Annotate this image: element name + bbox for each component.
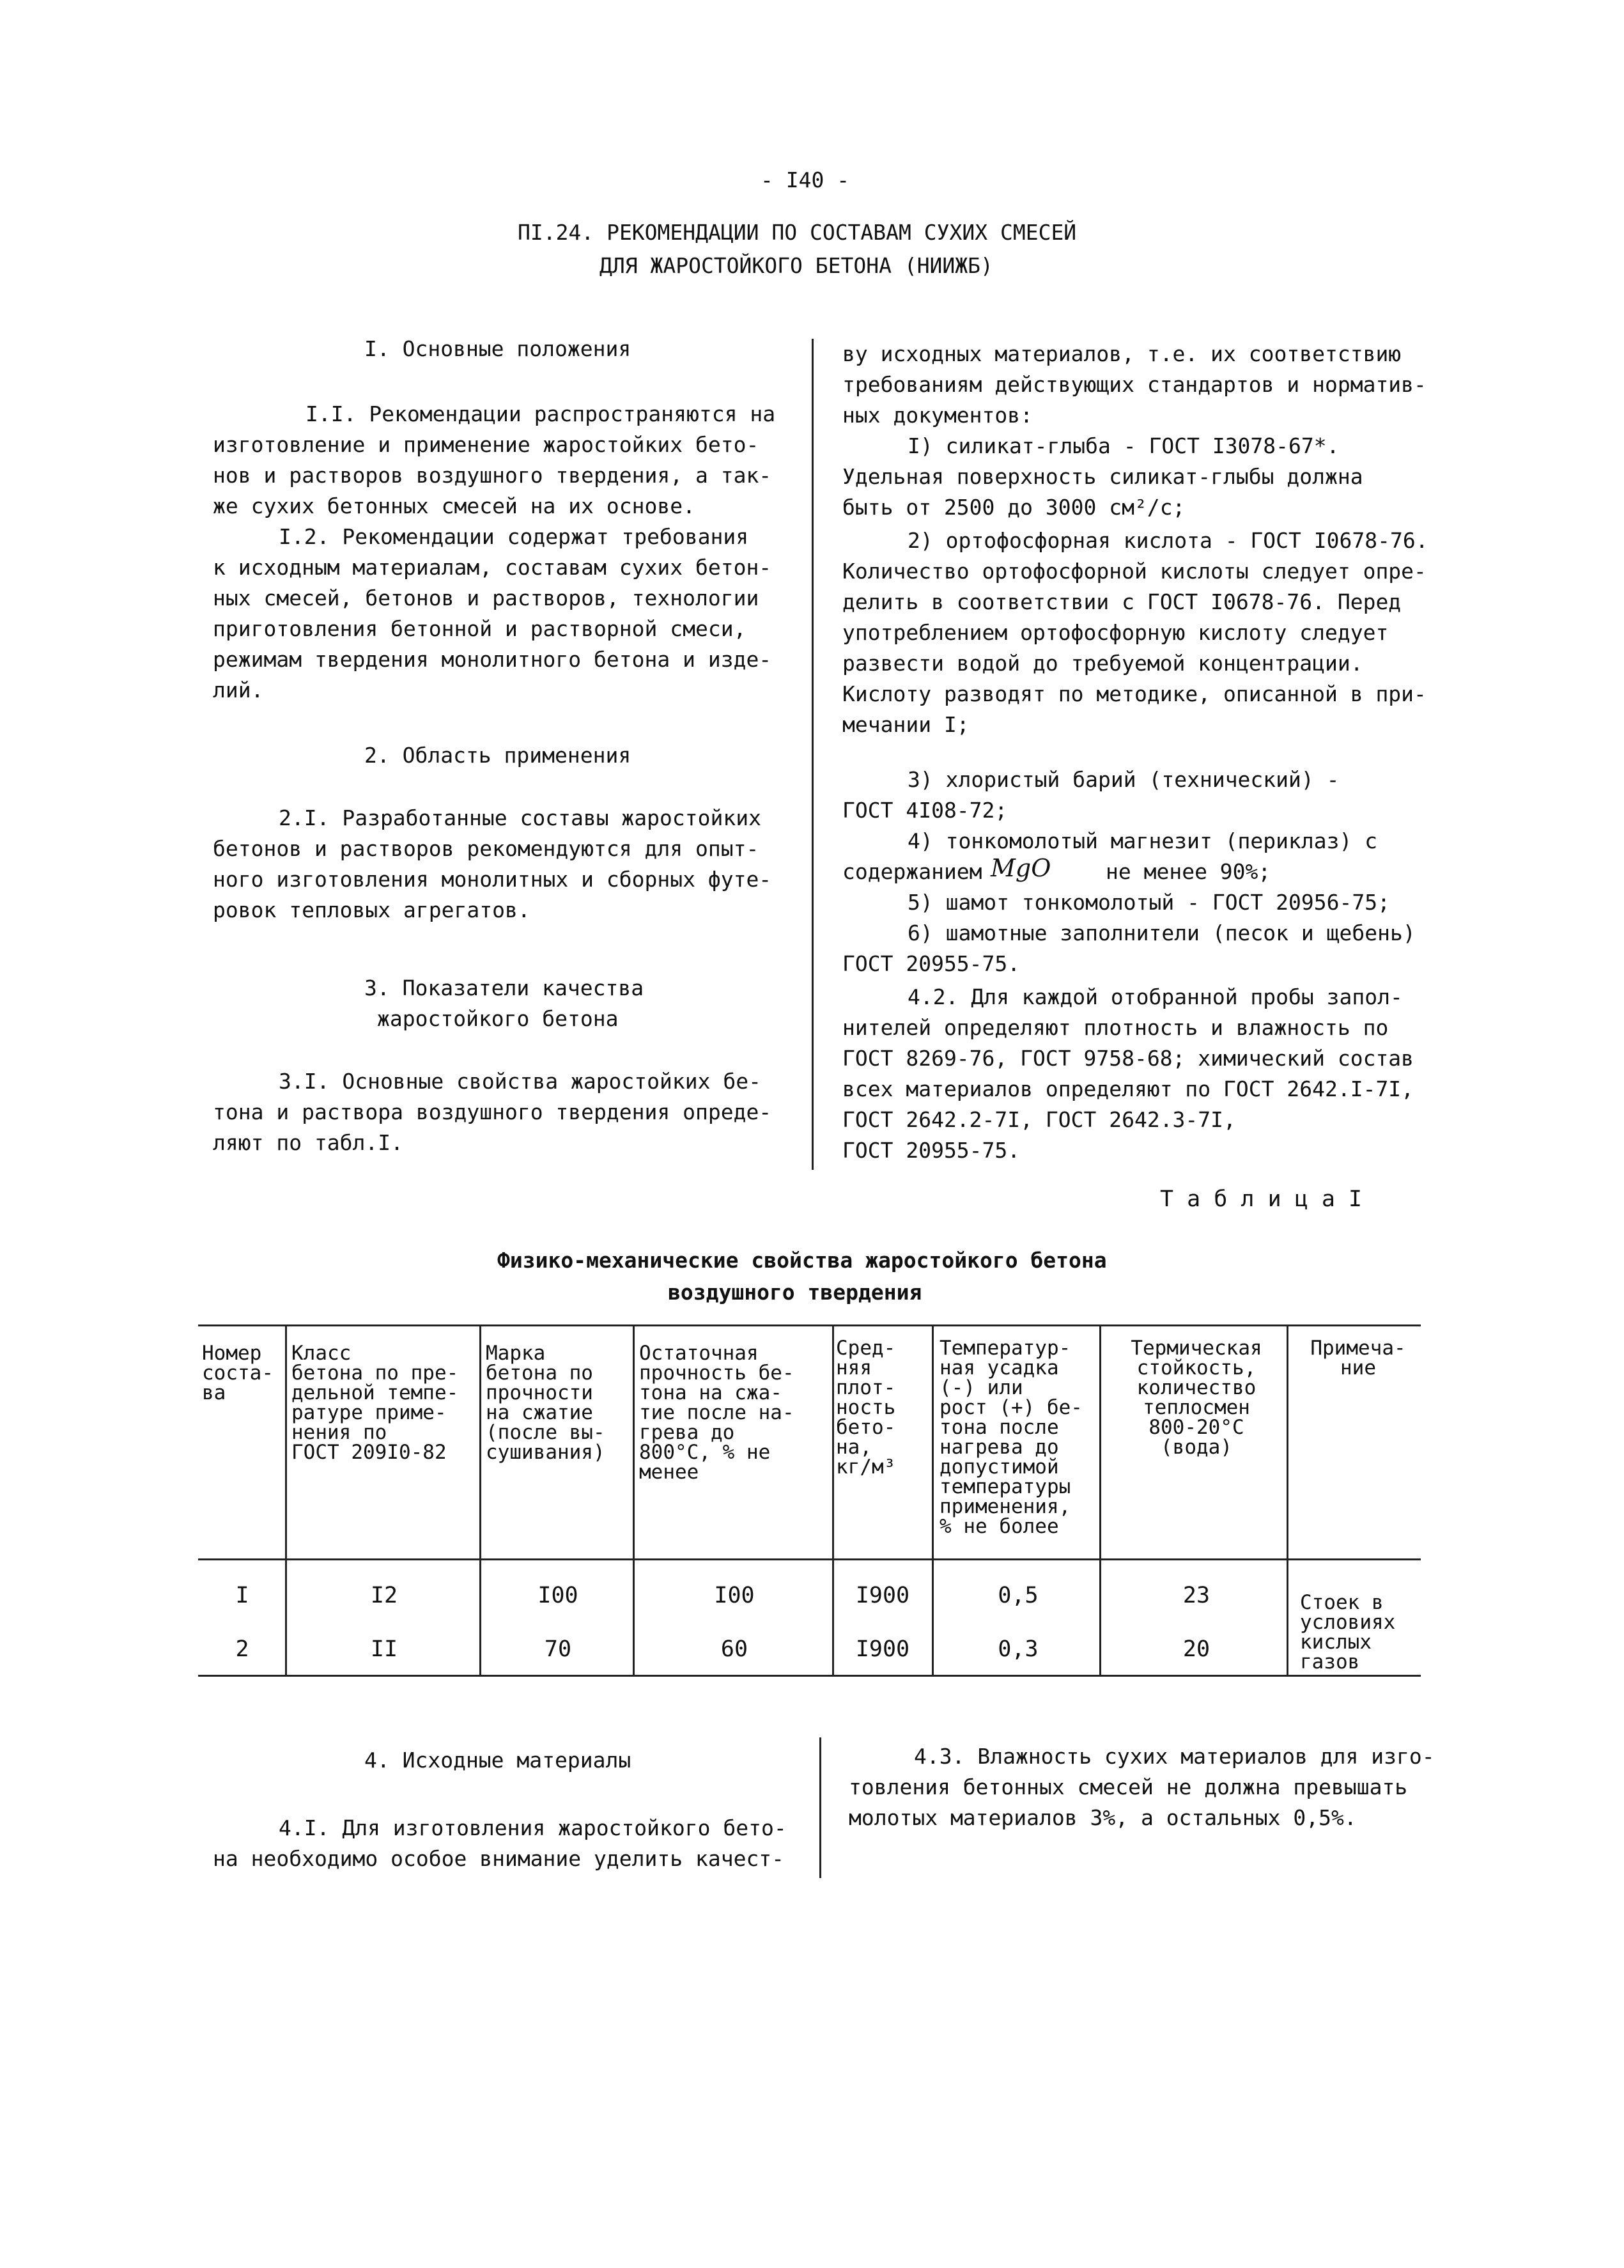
text-line: ГОСТ 4I08-72; <box>842 798 1008 823</box>
col-divider <box>1287 1326 1288 1675</box>
table-cell: 20 <box>1182 1636 1210 1662</box>
table-cell: I900 <box>855 1583 910 1608</box>
text-line: лий. <box>213 678 264 703</box>
table-cell: I00 <box>714 1583 755 1608</box>
table-header-shrinkage: Температур- ная усадка (-) или рост (+) бе- тона после нагрева до допустимой температуры применения, % не более <box>940 1337 1083 1538</box>
col-divider <box>1099 1326 1101 1675</box>
text-line: 4.3. Влажность сухих материалов для изго- <box>914 1744 1435 1769</box>
title-line-1: ПI.24. РЕКОМЕНДАЦИИ ПО СОСТАВАМ СУХИХ СМЕСЕЙ <box>518 220 1077 245</box>
column-divider <box>812 339 814 1170</box>
list-item-4-cont: содержанием <box>842 859 982 884</box>
text-line: 4.I. Для изготовления жаростойкого бето- <box>279 1815 787 1840</box>
list-item-1: I) силикат-глыба - ГОСТ I3078-67*. <box>908 433 1340 458</box>
table-header-grade: Марка бетона по прочности на сжатие (после вы- сушивания) <box>486 1342 605 1464</box>
section-2-heading: 2. Область применения <box>364 743 631 768</box>
text-line: же сухих бетонных смесей на их основе. <box>213 493 695 518</box>
table-header-density: Сред- няя плот- ность бето- на, кг/м³ <box>836 1337 896 1479</box>
text-line: Количество ортофосфорной кислоты следует опре- <box>842 559 1427 584</box>
col-divider <box>633 1326 635 1675</box>
table-cell: I <box>235 1583 249 1608</box>
table-cell: I900 <box>855 1636 910 1662</box>
page-number: - I40 - <box>761 167 850 192</box>
text-line: ГОСТ 20955-75. <box>842 951 1021 976</box>
text-line: ных смесей, бетонов и растворов, технологии <box>213 586 759 610</box>
table-header-residual-strength: Остаточная прочность бе- тона на сжа- тие после на- грева до 800°С, % не менее <box>639 1342 794 1484</box>
text-line: ГОСТ 20955-75. <box>842 1138 1021 1163</box>
column-divider-bottom <box>819 1737 821 1878</box>
text-line: ГОСТ 8269-76, ГОСТ 9758-68; химический состав <box>842 1046 1414 1071</box>
list-item-1-cont: быть от 2500 до 3000 см²/с; <box>842 495 1186 520</box>
table-cell: I2 <box>370 1583 398 1608</box>
col-divider <box>285 1326 287 1675</box>
text-line: приготовления бетонной и растворной смеси, <box>213 616 746 641</box>
title-line-2: ДЛЯ ЖАРОСТОЙКОГО БЕТОНА (НИИЖБ) <box>599 253 993 278</box>
table-top-border <box>198 1324 1421 1326</box>
text-line: тона и раствора воздушного твердения опреде- <box>213 1099 772 1124</box>
table-note-cell: Стоек в условиях кислых газов <box>1300 1591 1396 1674</box>
table-cell: 2 <box>235 1636 249 1662</box>
text-line: ных документов: <box>842 403 1033 428</box>
text-line: требованиям действующих стандартов и норматив- <box>842 372 1427 397</box>
table-header-number: Номер соста- ва <box>202 1342 274 1404</box>
table-cell: 23 <box>1182 1583 1210 1608</box>
section-3-heading: 3. Показатели качества <box>364 975 644 1000</box>
col-divider <box>932 1326 934 1675</box>
list-item-4-cont: не менее 90%; <box>1106 859 1271 884</box>
col-divider <box>479 1326 481 1675</box>
text-line: ровок тепловых агрегатов. <box>213 897 530 922</box>
text-line: всех материалов определяют по ГОСТ 2642.I-7I, <box>842 1076 1414 1101</box>
text-line: употреблением ортофосфорную кислоту следует <box>842 620 1389 645</box>
text-line: нов и растворов воздушного твердения, а так- <box>213 463 772 488</box>
text-line: мечании I; <box>842 712 970 737</box>
text-line: к исходным материалам, составам сухих бетон- <box>213 555 772 580</box>
table-cell: II <box>370 1636 398 1662</box>
text-line: молотых материалов 3%, а остальных 0,5%. <box>849 1805 1357 1830</box>
table-cell: 70 <box>544 1636 572 1662</box>
table-header-thermal-resistance: Термическая стойкость, количество теплосмен 800-20°С (вода) <box>1131 1337 1262 1459</box>
text-line: ГОСТ 2642.2-7I, ГОСТ 2642.3-7I, <box>842 1107 1236 1132</box>
table-header-border <box>198 1558 1421 1560</box>
col-divider <box>832 1326 834 1675</box>
text-line: I.2. Рекомендации содержат требования <box>279 524 749 549</box>
table-caption-cont: воздушного твердения <box>668 1280 922 1305</box>
table-label: Т а б л и ц а I <box>1160 1186 1363 1212</box>
text-line: нителей определяют плотность и влажность по <box>842 1015 1389 1040</box>
table-cell: 0,3 <box>998 1636 1039 1662</box>
text-line: 2) ортофосфорная кислота - ГОСТ I0678-76. <box>908 528 1428 553</box>
list-item-5: 5) шамот тонкомолотый - ГОСТ 20956-75; <box>908 890 1390 915</box>
table-cell: 0,5 <box>998 1583 1039 1608</box>
table-cell: I00 <box>537 1583 578 1608</box>
text-line: на необходимо особое внимание уделить качест- <box>213 1846 785 1871</box>
table-header-note: Примеча- ние <box>1310 1337 1406 1379</box>
table-header-class: Класс бетона по пре- дельной темпе- ратуре приме- нения по ГОСТ 209I0-82 <box>291 1342 459 1464</box>
text-line: товления бетонных смесей не должна превышать <box>849 1775 1408 1799</box>
text-line: ного изготовления монолитных и сборных футе- <box>213 867 772 892</box>
text-line: I.I. Рекомендации распространяются на <box>305 401 776 426</box>
text-line: режимам твердения монолитного бетона и изде- <box>213 647 772 672</box>
text-line: развести водой до требуемой концентрации. <box>842 651 1363 676</box>
text-line: Кислоту разводят по методике, описанной в при- <box>842 681 1427 706</box>
text-line: 6) шамотные заполнители (песок и щебень) <box>908 920 1416 945</box>
text-line: 3.I. Основные свойства жаростойких бе- <box>279 1069 761 1094</box>
text-line: 2.I. Разработанные составы жаростойких <box>279 805 761 830</box>
text-line: изготовление и применение жаростойких бето- <box>213 432 759 457</box>
list-item-4: 4) тонкомолотый магнезит (периклаз) с <box>908 828 1378 853</box>
section-4-heading: 4. Исходные материалы <box>364 1748 631 1773</box>
text-line: ляют по табл.I. <box>213 1130 404 1155</box>
mgo-formula: MgO <box>991 854 1051 882</box>
section-3-heading-cont: жаростойкого бетона <box>377 1006 619 1031</box>
list-item-1-cont: Удельная поверхность силикат-глыбы должна <box>842 464 1363 489</box>
text-line: делить в соответствии с ГОСТ I0678-76. Перед <box>842 589 1402 614</box>
text-line: ву исходных материалов, т.е. их соответствию <box>842 341 1402 366</box>
table-bottom-border <box>198 1675 1421 1677</box>
section-1-heading: I. Основные положения <box>364 336 631 361</box>
text-line: 3) хлористый барий (технический) - <box>908 767 1340 792</box>
table-caption: Физико-механические свойства жаростойкого бетона <box>497 1248 1107 1273</box>
text-line: бетонов и растворов рекомендуются для опыт- <box>213 836 759 861</box>
table-cell: 60 <box>720 1636 748 1662</box>
text-line: 4.2. Для каждой отобранной пробы запол- <box>908 984 1403 1009</box>
